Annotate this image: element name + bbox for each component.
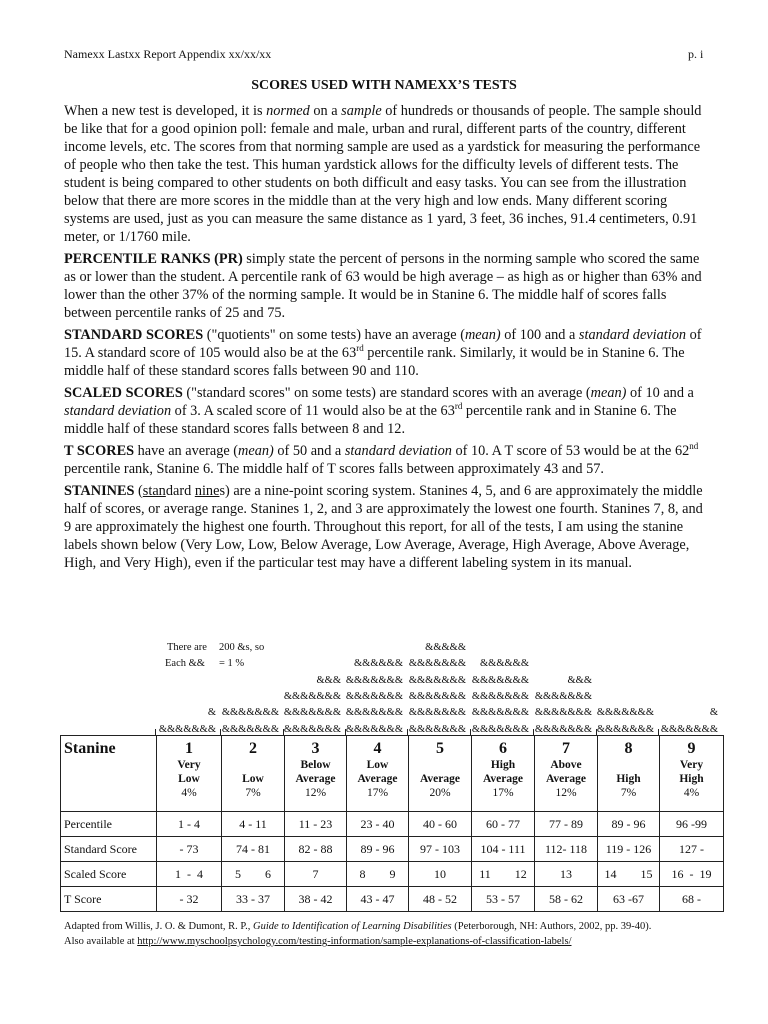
stanine-column-header: [535, 736, 598, 812]
ampersand-stack: &&&&&&&: [158, 723, 216, 735]
stanine-label: [409, 758, 471, 772]
stanine-percent: 17%: [366, 787, 389, 799]
table-cell: 11 - 23: [285, 812, 347, 837]
stanine-percent: 7%: [245, 787, 261, 799]
ampersand-stack: &&&&&&&: [408, 723, 466, 735]
stanine-header: Stanine: [61, 736, 157, 812]
text-run: standard deviation: [344, 443, 452, 459]
table-cell: 48 - 52: [409, 887, 472, 912]
table-cell: 4 - 11: [222, 812, 285, 837]
table-cell: 7: [285, 862, 347, 887]
table-cell: 10: [409, 862, 472, 887]
ampersand-stack: &&&&&&&: [534, 723, 592, 735]
text-run: rd: [356, 343, 364, 354]
paragraph: [64, 442, 706, 478]
stanine-label: High: [679, 773, 704, 785]
stanine-label: Average: [295, 773, 336, 785]
text-run: sample: [341, 103, 382, 119]
stanine-column-header: [222, 736, 285, 812]
text-run: STANINES: [64, 483, 135, 499]
text-run: stan: [142, 483, 166, 499]
text-run: of 100 and a: [500, 327, 579, 343]
note-text: 200 &s, so: [219, 642, 265, 653]
paragraph: [64, 482, 706, 572]
ampersand-stack: &&&&&&&: [471, 690, 529, 702]
table-cell: 127 -: [660, 837, 724, 862]
ampersand-stack: &&&&&&&: [408, 674, 466, 686]
ampersand-stack: &&&&&&&: [471, 674, 529, 686]
citation: [64, 921, 651, 932]
availability-text: Also available at: [64, 936, 138, 947]
text-run: of 15. A standard score of 105 would also be at the 63: [64, 327, 702, 361]
text-run: When a new test is developed, it is: [64, 103, 267, 119]
table-cell: 38 - 42: [285, 887, 347, 912]
text-run: (: [134, 483, 143, 499]
ampersand-stack: &: [207, 707, 216, 719]
table-cell: 40 - 60: [409, 812, 472, 837]
stanine-percent: 4%: [683, 787, 700, 799]
stanine-label: High: [616, 773, 641, 785]
stanine-number: 8: [624, 740, 633, 757]
stanine-number: 9: [687, 740, 696, 757]
row-label: Scaled Score: [61, 862, 157, 887]
table-cell: 97 - 103: [409, 837, 472, 862]
table-cell: 68 -: [660, 887, 724, 912]
stanine-column-header: [598, 736, 660, 812]
table-cell: 1 - 4: [157, 812, 222, 837]
stanine-label: High: [490, 759, 516, 771]
ampersand-stack: &&&&&&&: [471, 723, 529, 735]
stanine-column-header: [157, 736, 222, 812]
text-run: of 10. A T score of 53 would be at the 62: [451, 443, 690, 459]
table-cell: - 73: [157, 837, 222, 862]
row-label: Percentile: [61, 812, 157, 837]
text-run: ("standard scores" on some tests) are standard scores with an average (: [182, 385, 591, 401]
stanine-number: 2: [249, 740, 257, 757]
stanine-column-header: [472, 736, 535, 812]
table-cell: 5 6: [222, 862, 285, 887]
text-run: T SCORES: [64, 443, 135, 459]
ampersand-stack: &: [709, 707, 718, 719]
table-cell: 89 - 96: [347, 837, 409, 862]
table-cell: 23 - 40: [347, 812, 409, 837]
table-cell: 60 - 77: [472, 812, 535, 837]
stanine-column-header: [660, 736, 724, 812]
ampersand-stack: &&&&&&&: [596, 723, 654, 735]
note-text: Each &&: [165, 658, 205, 669]
stanine-label: Low: [242, 773, 264, 785]
stanine-label: Above: [550, 759, 582, 771]
stanine-label: [598, 758, 659, 772]
stanine-number: 7: [562, 740, 570, 757]
ampersand-stack: &&&&&&&: [221, 723, 279, 735]
ampersand-stack: &&&&&&&: [283, 690, 341, 702]
table-row: [61, 837, 724, 862]
text-run: standard deviation: [578, 327, 687, 343]
stanine-label: Average: [357, 773, 398, 785]
stanine-percent: 12%: [555, 787, 577, 799]
ampersand-stack: &&&&&&&: [345, 690, 403, 702]
availability-note: [64, 936, 571, 947]
table-cell: 14 15: [598, 862, 660, 887]
ampersand-stack: &&&&&&: [353, 658, 403, 670]
stanine-number: 6: [499, 740, 507, 757]
stanine-label: Low: [178, 773, 200, 785]
stanine-table: [60, 735, 724, 912]
table-cell: 1 - 4: [157, 862, 222, 887]
body-text: [64, 102, 706, 576]
stanine-label: Low: [366, 759, 389, 771]
table-cell: 58 - 62: [535, 887, 598, 912]
text-run: ("quotients" on some tests) have an average (: [203, 327, 465, 343]
table-cell: 82 - 88: [285, 837, 347, 862]
text-run: STANDARD SCORES: [64, 327, 204, 343]
stanine-percent: 20%: [429, 787, 451, 799]
text-run: dard: [165, 483, 195, 499]
text-run: normed: [266, 103, 310, 119]
text-run: nine: [194, 483, 220, 499]
running-header: Namexx Lastxx Report Appendix xx/xx/xx: [64, 47, 272, 61]
ampersand-stack: &&&&&&&: [534, 690, 592, 702]
ampersand-stack: &&&: [316, 674, 341, 686]
table-cell: 89 - 96: [598, 812, 660, 837]
table-cell: 112- 118: [535, 837, 598, 862]
ampersand-stack: &&&: [567, 674, 592, 686]
stanine-label: Average: [545, 773, 586, 785]
stanine-label: Below: [300, 759, 331, 771]
ampersand-stack: &&&&&&&: [408, 707, 466, 719]
ampersand-stack: &&&&&&&: [471, 707, 529, 719]
page-title: SCORES USED WITH NAMEXX’S TESTS: [251, 78, 517, 93]
table-cell: 8 9: [347, 862, 409, 887]
table-cell: 16 - 19: [660, 862, 724, 887]
stanine-percent: 12%: [304, 787, 327, 799]
text-run: percentile rank. Similarly, it would be in Stanine 6. The middle half of these standard scores falls between 90 and 110.: [64, 345, 685, 379]
table-cell: 119 - 126: [598, 837, 660, 862]
text-run: of 10 and a: [626, 385, 694, 401]
text-run: s) are a nine-point scoring system. Stanines 4, 5, and 6 are approximately the middle half of scores, or average range. Stanines 1, 2, and 3 are approximately the lowest one fourth. Stanines 7, 8, and 9 are approximately the highest one fourth. Throughout this report, for all of the tests, I am using the stanine labels shown below (Very Low, Low, Below Average, Low Average, Average, High Average, Above Average, High, and Very High), even if the particular test may have a different labeling system in its manual.: [64, 483, 703, 571]
table-row: [61, 887, 724, 912]
text-run: of hundreds or thousands of people. The sample should be like that for a good opinion poll: female and male, urban and rural, different parts of the country, different income levels, etc. The scores from that norming sample are used as a yardstick for measuring the performance of people who then take the test. This human yardstick allows for the difficulty levels of different tests. The student is being compared to other students on both difficult and easy tasks. You can see from the illustration below that there are more scores in the middle than at the very high and low ends. Many different scoring systems are used, just as you can measure the same distance as 1 yard, 3 feet, 36 inches, 91.4 centimeters, 0.91 meter, or 1/1760 mile.: [64, 103, 702, 245]
text-run: have an average (: [134, 443, 239, 459]
stanine-percent: 4%: [181, 787, 197, 799]
text-run: standard deviation: [64, 403, 172, 419]
stanine-label: [222, 758, 284, 772]
ampersand-stack: &&&&&&&: [596, 707, 654, 719]
table-cell: 63 -67: [598, 887, 660, 912]
source-link[interactable]: http://www.myschoolpsychology.com/testing-information/sample-explanations-of-classification-labels/: [137, 936, 572, 947]
stanine-column-header: [285, 736, 347, 812]
table-cell: 11 12: [472, 862, 535, 887]
table-cell: 43 - 47: [347, 887, 409, 912]
text-run: of 50 and a: [273, 443, 345, 459]
paragraph: [64, 384, 706, 438]
table-cell: 74 - 81: [222, 837, 285, 862]
table-cell: 77 - 89: [535, 812, 598, 837]
table-cell: - 32: [157, 887, 222, 912]
paragraph: [64, 326, 706, 380]
text-run: mean): [238, 443, 274, 459]
citation-title: Guide to Identification of Learning Disabilities: [252, 921, 452, 932]
ampersand-stack: &&&&&&&: [283, 707, 341, 719]
row-label: Standard Score: [61, 837, 157, 862]
ampersand-stack: &&&&&&&: [534, 707, 592, 719]
page-number: p. i: [688, 47, 704, 61]
ampersand-stack: &&&&&: [425, 642, 466, 653]
stanine-column-header: [409, 736, 472, 812]
note-text: There are: [167, 642, 207, 653]
note-text: = 1 %: [219, 658, 245, 669]
ampersand-stack: &&&&&&&: [408, 690, 466, 702]
stanine-label: Average: [482, 773, 523, 785]
table-row: [61, 862, 724, 887]
stanine-column-header: [347, 736, 409, 812]
table-row: [61, 812, 724, 837]
stanine-number: 1: [185, 740, 193, 757]
text-run: mean): [590, 385, 627, 401]
stanine-number: 4: [373, 740, 382, 757]
table-cell: 33 - 37: [222, 887, 285, 912]
ampersand-stack: &&&&&&: [479, 658, 529, 670]
table-cell: 53 - 57: [472, 887, 535, 912]
ampersand-stack: &&&&&&&: [660, 723, 718, 735]
paragraph: [64, 250, 706, 322]
ampersand-stack: &&&&&&&: [345, 707, 403, 719]
text-run: simply state the percent of persons in the norming sample who scored the same as or lower than the student. A percentile rank of 63 would be high average – as high as or higher than 63% and lower than the other 37% of the norming sample. It would be in Stanine 6. The middle half of scores falls between percentile ranks of 25 and 75.: [64, 251, 702, 321]
stanine-number: 3: [311, 740, 320, 757]
citation-text: Adapted from Willis, J. O. & Dumont, R. P.,: [64, 921, 253, 932]
paragraph: [64, 102, 706, 246]
stanine-percent: 7%: [620, 787, 637, 799]
table-cell: 13: [535, 862, 598, 887]
text-run: SCALED SCORES: [64, 385, 183, 401]
stanine-number: 5: [436, 740, 444, 757]
stanine-label: Very: [177, 759, 201, 771]
ampersand-stack: &&&&&&&: [283, 723, 341, 735]
ampersand-stack: &&&&&&&: [345, 674, 403, 686]
citation-text: (Peterborough, NH: Authors, 2002, pp. 39-40).: [451, 921, 652, 932]
row-label: T Score: [61, 887, 157, 912]
table-cell: 104 - 111: [472, 837, 535, 862]
table-cell: 96 -99: [660, 812, 724, 837]
ampersand-stack: &&&&&&&: [345, 723, 403, 735]
text-run: PERCENTILE RANKS (PR): [64, 251, 243, 267]
text-run: rd: [454, 401, 463, 412]
stanine-label: Average: [419, 773, 460, 785]
text-run: nd: [689, 441, 699, 452]
ampersand-stack: &&&&&&&: [221, 707, 279, 719]
text-run: mean): [464, 327, 501, 343]
stanine-label: Very: [679, 759, 704, 771]
text-run: of 3. A scaled score of 11 would also be at the 63: [171, 403, 455, 419]
text-run: percentile rank and in Stanine 6. The middle half of these standard scores falls between 8 and 12.: [64, 403, 677, 437]
text-run: on a: [309, 103, 342, 119]
stanine-percent: 17%: [492, 787, 514, 799]
ampersand-stack: &&&&&&&: [408, 658, 466, 670]
text-run: percentile rank, Stanine 6. The middle half of T scores falls between approximately 43 and 57.: [64, 461, 604, 477]
